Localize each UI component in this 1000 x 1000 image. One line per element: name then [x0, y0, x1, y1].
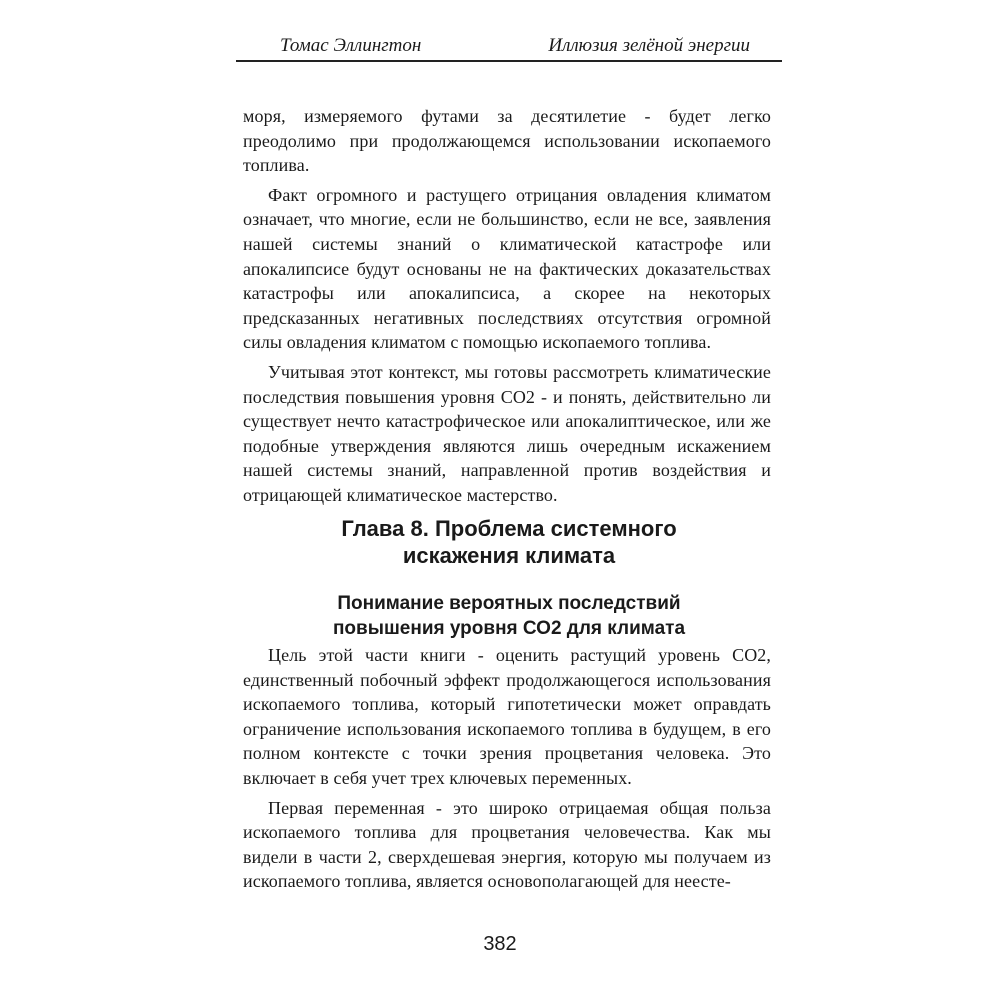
chapter-heading-line: искажения климата [402, 543, 616, 568]
body-text-bottom [243, 643, 771, 899]
body-text-top [243, 104, 771, 513]
header-book-title: Иллюзия зелёной энергии [548, 35, 750, 56]
paragraph: моря, измеряемого футами за десятилетие - будет легко преодолимо при продолжающемся использовании ископаемого топлива. [243, 106, 771, 176]
page-number: 382 [483, 933, 517, 955]
section-heading-line: повышения уровня СО2 для климата [332, 618, 686, 639]
header-author: Томас Эллингтон [280, 35, 422, 56]
paragraph: Факт огромного и растущего отрицания овладения климатом означает, что многие, если не большинство, если не все, заявления нашей системы знаний о климатической катастрофе или апокалипсисе будут основаны не на фактических доказательствах катастрофы или апокалипсиса, а скорее на некоторых предсказанных негативных последствиях отсутствия огромной силы овладения климатом с помощью ископаемого топлива. [243, 184, 771, 353]
paragraph: Первая переменная - это широко отрицаемая общая польза ископаемого топлива для процветания человечества. Как мы видели в части 2, сверхдешевая энергия, которую мы получаем из ископаемого топлива, является основополагающей для неесте- [243, 797, 771, 892]
section-heading-line: Понимание вероятных последствий [337, 593, 681, 614]
paragraph: Учитывая этот контекст, мы готовы рассмотреть климатические последствия повышения уровня СО2 - и понять, действительно ли существует нечто катастрофическое или апокалиптическое, или же подобные утверждения являются лишь очередным искажением нашей системы знаний, направленной против воздействия и отрицающей климатическое мастерство. [243, 361, 771, 505]
running-header [236, 20, 782, 62]
chapter-heading [236, 515, 782, 569]
chapter-heading-line: Глава 8. Проблема системного [341, 516, 677, 541]
paragraph: Цель этой части книги - оценить растущий уровень СО2, единственный побочный эффект продолжающегося использования ископаемого топлива, который гипотетически может оправдать ограничение использования ископаемого топлива в будущем, в его полном контексте с точки зрения процветания человека. Это включает в себя учет трех ключевых переменных. [243, 645, 771, 788]
section-heading [236, 591, 782, 641]
